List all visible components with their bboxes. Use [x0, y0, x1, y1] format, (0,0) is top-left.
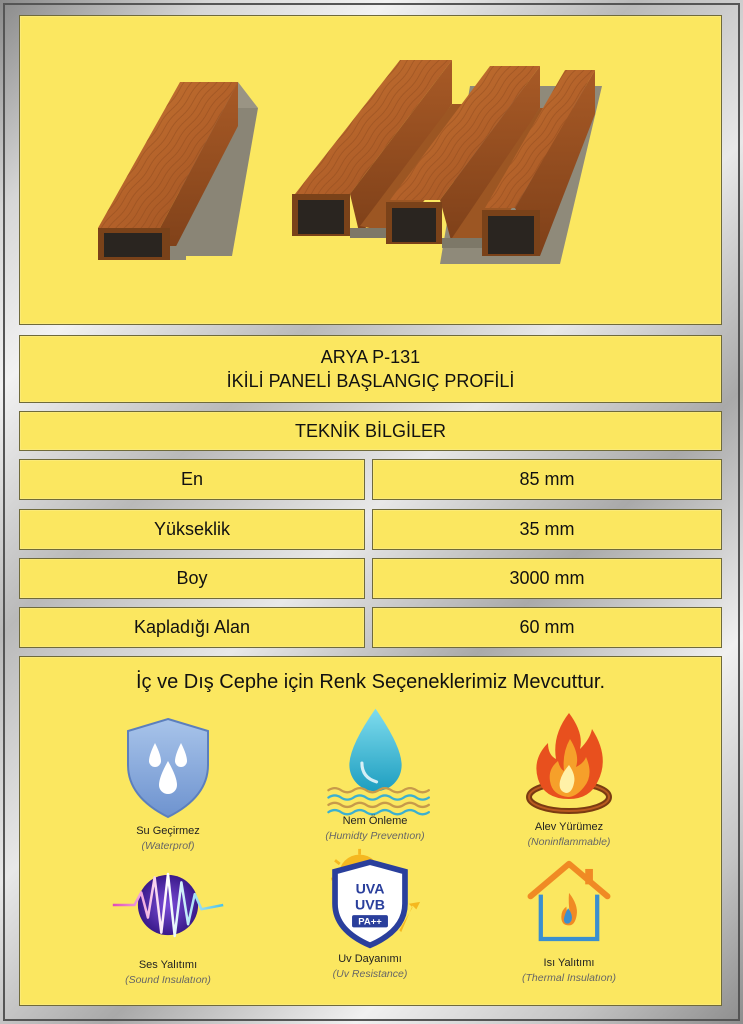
feature-thermal-insulation: [469, 857, 669, 984]
spec-value: 3000 mm: [509, 568, 585, 588]
spec-value: 85 mm: [519, 469, 575, 489]
specs-heading-box: [19, 411, 722, 451]
waterproof-shield-icon: [113, 713, 223, 823]
spec-label-cell: [19, 607, 365, 648]
feature-waterproof: [68, 713, 268, 852]
spec-label-cell: [19, 558, 365, 599]
feature-uv-resistance: [270, 847, 470, 980]
uva-label: UVA: [355, 881, 385, 898]
features-heading: İç ve Dış Cephe için Renk Seçeneklerimiz Mevcuttur.: [135, 671, 606, 693]
spec-value: 35 mm: [519, 519, 575, 539]
spec-value: 60 mm: [519, 617, 575, 637]
spec-label-cell: [19, 459, 365, 500]
feature-name: Alev Yürümez: [534, 821, 604, 833]
spec-label: Kapladığı Alan: [133, 617, 251, 637]
uv-shield-icon: [315, 847, 425, 951]
sound-wave-icon: [98, 859, 238, 951]
feature-name: Su Geçirmez: [136, 825, 200, 837]
feature-subtitle: (Noninflammable): [527, 836, 611, 848]
spec-value-cell: [372, 607, 722, 648]
feature-subtitle: (Waterprof): [141, 840, 195, 852]
spec-label: Yükseklik: [153, 519, 231, 539]
single-profile: [98, 82, 258, 260]
spec-value-cell: [372, 509, 722, 550]
house-flame-icon: [514, 857, 624, 951]
spec-label: En: [180, 469, 204, 489]
feature-name: Ses Yalıtımı: [138, 959, 198, 971]
feature-sound-insulation: [68, 859, 268, 986]
feature-noninflammable: [469, 705, 669, 848]
product-image-panel: [19, 15, 722, 325]
flame-icon: [514, 705, 624, 823]
pa-label: PA++: [358, 916, 382, 928]
product-image: [20, 16, 723, 326]
spec-label: Boy: [176, 568, 208, 588]
feature-subtitle: (Thermal Insulatıon): [522, 972, 616, 984]
spec-value-cell: [372, 459, 722, 500]
product-title-box: [19, 335, 722, 403]
feature-name: Isı Yalıtımı: [543, 957, 595, 969]
product-code: ARYA P-131: [320, 347, 421, 367]
features-panel: [19, 656, 722, 1006]
specs-heading: TEKNİK BİLGİLER: [294, 420, 447, 441]
feature-subtitle: (Uv Resistance): [332, 968, 408, 980]
spec-value-cell: [372, 558, 722, 599]
spec-label-cell: [19, 509, 365, 550]
feature-subtitle: (Sound Insulatıon): [125, 974, 211, 986]
feature-humidity: [275, 701, 475, 842]
feature-subtitle: (Humidty Preventıon): [325, 830, 425, 842]
feature-name: Uv Dayanımı: [338, 953, 402, 965]
uvb-label: UVB: [355, 897, 385, 914]
water-drop-icon: [318, 701, 433, 823]
product-name: İKİLİ PANELİ BAŞLANGIÇ PROFİLİ: [226, 371, 515, 391]
feature-name: Nem Önleme: [342, 815, 408, 827]
double-profile: [292, 60, 602, 264]
